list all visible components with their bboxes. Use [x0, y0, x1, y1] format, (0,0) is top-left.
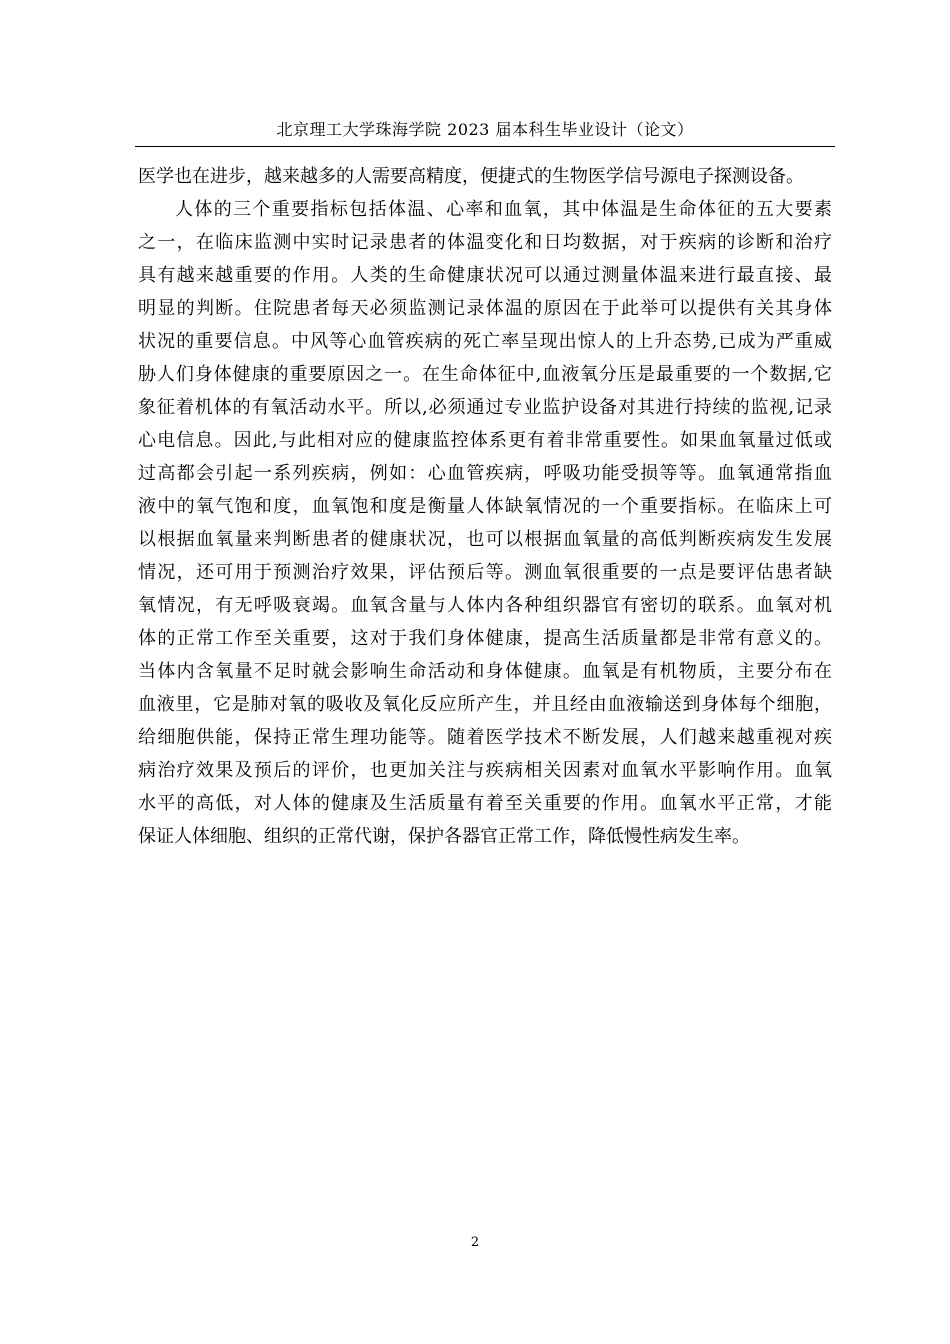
text-line: 心电信息。因此,与此相对应的健康监控体系更有着非常重要性。如果血氧量过低或 [138, 430, 832, 451]
text-line: 当体内含氧量不足时就会影响生命活动和身体健康。血氧是有机物质，主要分布在 [138, 661, 832, 682]
text-line: 水平的高低，对人体的健康及生活质量有着至关重要的作用。血氧水平正常，才能 [138, 793, 832, 814]
text-line: 具有越来越重要的作用。人类的生命健康状况可以通过测量体温来进行最直接、最 [138, 265, 832, 286]
text-line: 病治疗效果及预后的评价，也更加关注与疾病相关因素对血氧水平影响作用。血氧 [138, 760, 832, 781]
text-line: 血液里，它是肺对氧的吸收及氧化反应所产生，并且经由血液输送到身体每个细胞， [138, 694, 832, 715]
text-line: 人体的三个重要指标包括体温、心率和血氧，其中体温是生命体征的五大要素 [175, 199, 832, 220]
text-line: 过高都会引起一系列疾病，例如：心血管疾病，呼吸功能受损等等。血氧通常指血 [138, 463, 832, 484]
text-line: 情况，还可用于预测治疗效果，评估预后等。测血氧很重要的一点是要评估患者缺 [138, 562, 832, 583]
running-header: 北京理工大学珠海学院 2023 届本科生毕业设计（论文） [276, 120, 694, 139]
text-line: 胁人们身体健康的重要原因之一。在生命体征中,血液氧分压是最重要的一个数据,它 [138, 364, 832, 385]
text-line: 液中的氧气饱和度，血氧饱和度是衡量人体缺氧情况的一个重要指标。在临床上可 [138, 496, 832, 517]
paragraph-continuation [138, 160, 832, 193]
body-text [138, 160, 832, 853]
text-line: 给细胞供能，保持正常生理功能等。随着医学技术不断发展，人们越来越重视对疾 [138, 727, 832, 748]
text-line: 医学也在进步，越来越多的人需要高精度，便捷式的生物医学信号源电子探测设备。 [138, 166, 804, 187]
text-line: 象征着机体的有氧活动水平。所以,必须通过专业监护设备对其进行持续的监视,记录 [138, 397, 832, 418]
text-line: 氧情况，有无呼吸衰竭。血氧含量与人体内各种组织器官有密切的联系。血氧对机 [138, 595, 832, 616]
text-line: 以根据血氧量来判断患者的健康状况，也可以根据血氧量的高低判断疾病发生发展 [138, 529, 832, 550]
page-number: 2 [470, 1235, 480, 1250]
paragraph-vital-signs [138, 193, 832, 853]
text-line: 保证人体细胞、组织的正常代谢，保护各器官正常工作，降低慢性病发生率。 [138, 826, 750, 847]
text-line: 体的正常工作至关重要，这对于我们身体健康，提高生活质量都是非常有意义的。 [138, 628, 832, 649]
text-line: 明显的判断。住院患者每天必须监测记录体温的原因在于此举可以提供有关其身体 [138, 298, 832, 319]
text-line: 之一，在临床监测中实时记录患者的体温变化和日均数据，对于疾病的诊断和治疗 [138, 232, 832, 253]
header-divider [135, 146, 835, 147]
text-line: 状况的重要信息。中风等心血管疾病的死亡率呈现出惊人的上升态势,已成为严重威 [138, 331, 832, 352]
